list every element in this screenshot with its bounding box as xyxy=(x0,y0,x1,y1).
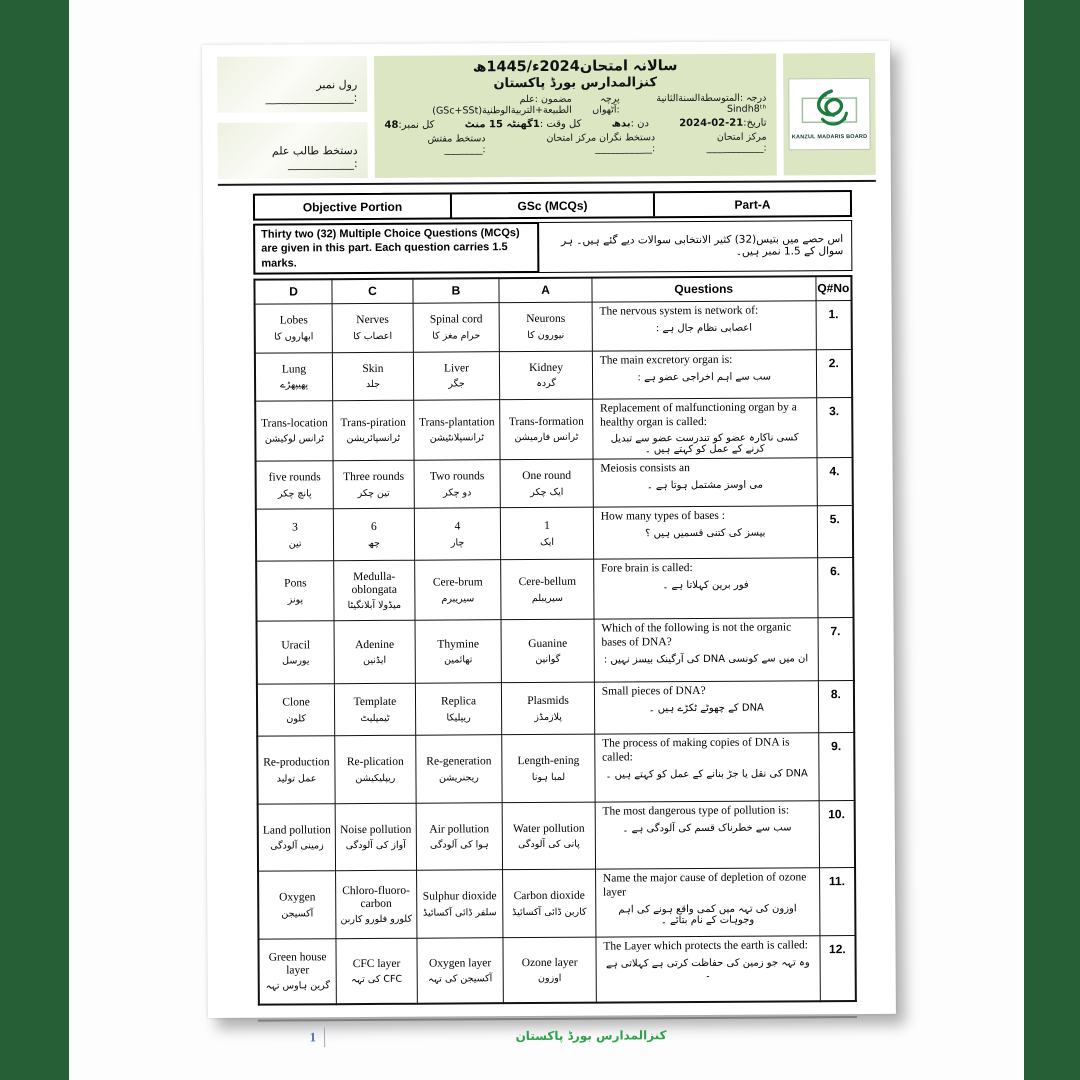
option-urdu: اعصاب کا xyxy=(353,330,393,342)
column-header-a: A xyxy=(499,278,592,303)
question-cell xyxy=(593,458,817,507)
part-bar-objective-portion: Objective Portion xyxy=(255,194,452,218)
option-urdu: گرین ہاوس تہہ xyxy=(265,980,330,993)
question-urdu: اوزون کی تہہ میں کمی واقع ہونے کی اہم وجوہات کے نام بتائے ۔ xyxy=(618,903,797,927)
option-d-cell xyxy=(258,939,336,1004)
option-b-cell xyxy=(414,508,501,561)
option-c-cell xyxy=(333,509,414,561)
option-english: Plasmids xyxy=(527,695,569,708)
option-english: Water pollution xyxy=(512,822,585,835)
option-english: Adenine xyxy=(355,638,395,651)
mcq-row xyxy=(256,458,853,510)
option-urdu: جگر xyxy=(448,378,465,390)
option-b-cell xyxy=(416,870,503,939)
question-number: 10. xyxy=(819,801,855,868)
question-cell xyxy=(595,801,819,869)
option-d-cell xyxy=(256,561,334,621)
option-a-cell xyxy=(503,938,596,1004)
option-english: 4 xyxy=(454,520,461,533)
option-english: Lobes xyxy=(279,314,308,327)
option-urdu: آواز کی آلودگی xyxy=(345,839,406,852)
option-english: Chloro-fluoro-carbon xyxy=(342,884,410,911)
option-urdu: لمبا ہونا xyxy=(531,771,566,783)
question-english: Fore brain is called: xyxy=(600,562,693,576)
instruction-english: Thirty two (32) Multiple Choice Questions (MCQs) are given in this part. Each question carries 1.5 marks. xyxy=(253,222,539,275)
option-urdu: نیورون کا xyxy=(527,329,565,341)
part-bar-part-a: Part-A xyxy=(734,197,771,212)
option-urdu: سیریبرم xyxy=(441,592,475,605)
option-urdu: ریپلیکیشن xyxy=(355,772,396,784)
question-urdu: اعصابی نظام جال ہے : xyxy=(655,322,753,334)
exam-center-blank: مرکز امتحان :____________ xyxy=(706,131,767,154)
question-number: 8. xyxy=(818,681,854,733)
header-divider xyxy=(218,180,876,186)
option-urdu: ریجنریشن xyxy=(439,771,479,784)
option-urdu: ٹرانسپائریشن xyxy=(346,433,401,445)
option-c-cell xyxy=(335,736,416,804)
option-urdu: ایک چکر xyxy=(530,486,564,498)
question-cell xyxy=(593,558,817,619)
option-urdu: پلازمڈز xyxy=(534,711,562,723)
option-english: five rounds xyxy=(268,471,321,484)
subject-label: مضمون :علم الطبیعة+التربیةالوطنیة(GSc+SSt) xyxy=(432,93,572,117)
inspector-signature-blank: دستخط مفتش :________ xyxy=(427,133,486,156)
column-header-d: D xyxy=(254,279,332,304)
option-b-cell xyxy=(413,352,500,401)
option-english: Lung xyxy=(281,363,307,376)
option-a-cell xyxy=(499,302,592,352)
question-english: Replacement of malfunctioning organ by a healthy organ is called: xyxy=(599,401,797,429)
option-urdu: پھیپھڑے xyxy=(280,379,309,391)
question-english: Small pieces of DNA? xyxy=(601,685,706,699)
mcq-row xyxy=(257,733,854,805)
option-d-cell xyxy=(258,804,336,871)
question-cell xyxy=(594,681,818,734)
mcq-row xyxy=(256,558,853,622)
option-urdu: زمینی آلودگی xyxy=(270,840,324,852)
question-urdu: DNA کے چھوٹے ٹکڑے ہیں ۔ xyxy=(648,702,764,715)
option-english: Noise pollution xyxy=(340,823,412,837)
option-urdu: پونز xyxy=(287,593,304,606)
question-cell xyxy=(595,733,819,802)
option-urdu: چھ xyxy=(367,537,380,549)
student-signature-label: دستخط طالب علم :____________ xyxy=(271,144,358,171)
grade-paper-subject-line xyxy=(384,93,766,117)
mcq-row xyxy=(258,936,855,1005)
option-b-cell xyxy=(415,683,502,736)
option-c-cell xyxy=(334,621,415,684)
option-urdu: ہوا کی آلودگی xyxy=(429,839,489,851)
question-number: 11. xyxy=(819,868,855,936)
option-english: Thymine xyxy=(437,638,479,651)
option-d-cell xyxy=(257,684,335,736)
exam-duration: کل وقت :1گھنٹہ 15 منٹ xyxy=(464,118,582,131)
option-english: Uracil xyxy=(281,639,311,652)
option-english: Land pollution xyxy=(262,824,331,837)
option-english: Trans-formation xyxy=(508,415,584,429)
question-number: 9. xyxy=(818,733,854,801)
question-urdu: وہ تہہ جو زمین کی حفاظت کرتی ہے کہلاتی ہے ۔ xyxy=(605,957,810,981)
option-b-cell xyxy=(413,303,500,353)
exam-paper xyxy=(202,41,896,1045)
option-urdu: آکسیجن کی تہہ xyxy=(428,973,493,985)
option-a-cell xyxy=(500,399,593,460)
exam-header-center xyxy=(374,53,777,177)
option-urdu: حرام مغز کا xyxy=(432,329,481,342)
exam-header xyxy=(217,53,876,179)
question-cell xyxy=(592,301,816,351)
paper-label: پرچہ :آٹھواں xyxy=(592,93,620,116)
page-number: 1 xyxy=(258,1028,325,1048)
column-header-qno: Q#No xyxy=(816,276,852,301)
mcq-row xyxy=(255,397,852,461)
question-cell xyxy=(595,868,819,937)
option-c-cell xyxy=(333,400,414,461)
option-english: Re-plication xyxy=(346,756,404,769)
question-english: Which of the following is not the organic bases of DNA? xyxy=(601,621,792,649)
option-urdu: ٹرانس فارمیشن xyxy=(514,432,579,444)
option-english: Two rounds xyxy=(429,470,485,483)
option-english: CFC layer xyxy=(352,957,401,970)
question-number: 5. xyxy=(817,506,853,558)
exam-day: دن :بدھ xyxy=(611,118,649,130)
question-english: The process of making copies of DNA is called: xyxy=(602,736,790,764)
mcq-row xyxy=(257,618,854,685)
option-a-cell xyxy=(502,803,595,871)
question-english: How many types of bases : xyxy=(600,510,725,524)
question-english: The Layer which protects the earth is called: xyxy=(603,939,809,954)
option-b-cell xyxy=(416,803,503,871)
option-english: Guanine xyxy=(528,637,568,650)
option-c-cell xyxy=(334,561,415,621)
option-urdu: دو چکر xyxy=(443,486,472,499)
instruction-urdu: اس حصے میں بتیس(32) کثیر الانتخابی سوالات دیے گئے ہیں۔ ہر سوال کے 1.5 نمبر ہیں۔ xyxy=(539,220,853,273)
question-english: The nervous system is network of: xyxy=(599,304,759,318)
option-b-cell xyxy=(415,735,502,804)
roll-number-box xyxy=(217,56,367,113)
part-bar xyxy=(253,190,852,221)
option-urdu: سلفر ڈائی آکسائیڈ xyxy=(422,906,497,919)
option-d-cell xyxy=(255,353,333,401)
option-english: Trans-piration xyxy=(340,416,406,430)
option-english: Trans-location xyxy=(260,417,328,430)
option-urdu: ابھاروں کا xyxy=(274,330,314,343)
option-english: One round xyxy=(522,470,572,483)
option-english: Replica xyxy=(440,695,477,708)
option-english: Re-production xyxy=(263,756,330,770)
option-a-cell xyxy=(501,508,594,561)
option-d-cell xyxy=(257,621,335,684)
option-urdu: CFC کی تہہ xyxy=(351,973,403,985)
column-header-questions: Questions xyxy=(592,276,816,302)
option-b-cell xyxy=(417,938,504,1004)
question-number: 3. xyxy=(816,397,852,458)
option-english: Ozone layer xyxy=(521,956,578,969)
option-urdu: گوانین xyxy=(535,653,561,666)
option-english: Clone xyxy=(282,696,310,709)
option-urdu: ایڈنین xyxy=(363,654,387,667)
mcq-row xyxy=(255,300,852,353)
option-a-cell xyxy=(501,560,594,621)
footer-board-name: کنزالمدارس بورڈ پاکستان xyxy=(515,1028,667,1044)
option-urdu: سیریبلم xyxy=(531,592,563,604)
question-english: The main excretory organ is: xyxy=(599,353,733,367)
option-english: Re-generation xyxy=(426,755,492,769)
option-english: Neurons xyxy=(526,313,566,326)
option-urdu: پانچ چکر xyxy=(277,487,312,500)
option-urdu: میڈولا آبلانگیٹا xyxy=(347,599,402,612)
question-urdu: ان میں سے کونسی DNA کی آرگینک بیسز نہیں : xyxy=(603,653,809,666)
question-number: 2. xyxy=(816,349,852,397)
option-english: Kidney xyxy=(529,361,563,374)
question-urdu: کسی ناکارہ عضو کو تندرست عضو سے تبدیل کرنے کے عمل کو کہتے ہیں ۔ xyxy=(610,432,799,456)
option-urdu: چار xyxy=(450,537,465,549)
option-urdu: اوزون xyxy=(538,972,562,984)
option-c-cell xyxy=(336,871,417,939)
mcq-table-header-row xyxy=(254,276,851,304)
question-number: 7. xyxy=(818,618,854,681)
board-logo xyxy=(783,53,876,176)
option-d-cell xyxy=(255,304,333,353)
question-number: 6. xyxy=(817,558,853,618)
option-urdu: تین xyxy=(288,537,302,550)
question-cell xyxy=(593,506,817,559)
part-bar-gsc-mcqs: GSc (MCQs) xyxy=(452,193,655,217)
board-logo-calligraphy-icon xyxy=(800,88,858,132)
page-footer xyxy=(258,1022,857,1052)
option-b-cell xyxy=(413,400,500,461)
option-c-cell xyxy=(332,352,413,400)
question-english: Name the major cause of depletion of ozone layer xyxy=(602,871,807,899)
mcq-row xyxy=(255,349,852,401)
option-c-cell xyxy=(335,684,416,736)
option-b-cell xyxy=(415,620,502,684)
option-d-cell xyxy=(258,871,336,939)
question-number: 12. xyxy=(820,936,856,1001)
board-logo-caption: KANZUL MADARIS BOARD xyxy=(791,133,868,141)
question-cell xyxy=(592,398,816,460)
option-urdu: پانی کی آلودگی xyxy=(518,838,580,851)
option-a-cell xyxy=(503,870,596,939)
option-english: Cere-brum xyxy=(432,576,483,589)
question-urdu: می اوسز مشتمل ہوتا ہے ۔ xyxy=(646,479,764,492)
option-english: 1 xyxy=(544,520,550,533)
question-number: 4. xyxy=(817,458,853,506)
option-english: Spinal cord xyxy=(429,313,483,326)
option-urdu: کلون xyxy=(286,712,306,725)
option-d-cell xyxy=(257,736,335,804)
option-a-cell xyxy=(502,683,595,736)
column-header-c: C xyxy=(332,279,413,304)
mcq-table xyxy=(253,275,856,1006)
option-urdu: تین چکر xyxy=(357,487,390,499)
option-urdu: آکسیجن xyxy=(281,907,314,920)
option-urdu: گردہ xyxy=(536,377,556,389)
option-c-cell xyxy=(336,939,417,1004)
option-english: Medulla-oblongata xyxy=(351,570,397,597)
question-cell xyxy=(592,350,816,399)
question-urdu: سب سے خطرناک قسم کی آلودگی ہے ۔ xyxy=(622,822,792,835)
question-urdu: بیسز کی کتنی قسمیں ہیں ؟ xyxy=(645,527,766,540)
option-urdu: تھائمین xyxy=(444,654,473,666)
option-urdu: عمل تولید xyxy=(276,772,317,785)
option-c-cell xyxy=(332,303,413,352)
option-b-cell xyxy=(414,460,501,509)
question-cell xyxy=(596,936,820,1002)
option-d-cell xyxy=(256,509,334,561)
option-english: Cere-bellum xyxy=(518,576,577,589)
supervisor-signature-blank: دستخط نگران مرکز امتحان :____________ xyxy=(546,132,656,155)
mcq-row xyxy=(258,801,855,872)
question-english: Meiosis consists an xyxy=(600,462,690,476)
option-english: Pons xyxy=(284,577,307,590)
option-a-cell xyxy=(500,351,593,400)
mcq-row xyxy=(256,506,853,562)
mcq-row xyxy=(257,681,854,737)
option-urdu: ٹرانس لوکیشن xyxy=(264,433,325,445)
question-english: The most dangerous type of pollution is: xyxy=(602,804,790,819)
option-urdu: کاربن ڈائی آکسائیڈ xyxy=(512,906,587,918)
option-english: Liver xyxy=(443,362,469,375)
option-urdu: ٹیمپلیٹ xyxy=(360,712,390,724)
question-number: 1. xyxy=(816,300,852,349)
exam-title: سالانہ امتحان2024ء/1445ھ xyxy=(472,58,678,76)
option-a-cell xyxy=(501,620,594,684)
board-logo-box xyxy=(788,78,870,150)
option-english: 3 xyxy=(292,521,298,534)
instruction-row xyxy=(253,220,852,275)
option-english: Template xyxy=(353,696,397,709)
option-english: 6 xyxy=(370,521,377,534)
option-a-cell xyxy=(500,460,593,509)
question-urdu: فور برین کہلاتا ہے ۔ xyxy=(662,579,749,592)
option-urdu: ٹرانسپلانٹیشن xyxy=(429,432,485,444)
mcq-row xyxy=(258,868,855,940)
option-english: Length-ening xyxy=(517,755,580,768)
signature-line xyxy=(385,132,767,156)
total-marks: کل نمبر:48 xyxy=(384,119,435,131)
roll-number-label: رول نمبر :________________ xyxy=(265,78,358,105)
student-signature-box xyxy=(217,122,367,179)
option-english: Carbon dioxide xyxy=(513,890,585,903)
option-english: Skin xyxy=(362,362,384,375)
right-green-bar xyxy=(1024,0,1080,1080)
option-urdu: ریپلیکا xyxy=(446,711,471,724)
question-urdu: سب سے اہم اخراجی عضو ہے : xyxy=(637,371,772,384)
option-b-cell xyxy=(414,560,501,621)
column-header-b: B xyxy=(413,278,500,303)
option-a-cell xyxy=(502,735,595,804)
option-urdu: ایک xyxy=(540,536,554,548)
option-english: Three rounds xyxy=(343,471,405,484)
option-urdu: جلد xyxy=(365,378,381,391)
option-urdu: یورسل xyxy=(282,655,310,667)
grade-label: درجہ :المتوسطةالسنةالثانية Sindh8ᵗʰ xyxy=(656,92,767,115)
option-english: Sulphur dioxide xyxy=(422,890,497,904)
option-c-cell xyxy=(333,461,414,509)
question-urdu: DNA کی نقل یا جڑ بنانے کے عمل کو کہتے ہیں ۔ xyxy=(605,768,808,781)
option-d-cell xyxy=(255,401,333,462)
date-day-time-marks-line xyxy=(384,118,766,131)
exam-date: تاریخ:21-02-2024 xyxy=(679,117,767,130)
option-english: Green house layer xyxy=(268,951,327,977)
option-english: Air pollution xyxy=(429,823,490,836)
question-cell xyxy=(594,618,818,682)
option-urdu: کلورو فلورو کاربن xyxy=(340,913,413,926)
option-c-cell xyxy=(335,804,416,871)
left-green-bar xyxy=(0,0,69,1080)
option-english: Trans-plantation xyxy=(418,416,495,429)
option-d-cell xyxy=(256,461,334,509)
option-english: Oxygen xyxy=(279,891,316,904)
option-english: Oxygen layer xyxy=(428,956,492,970)
board-title: کنزالمدارس بورڈ پاکستان xyxy=(493,75,658,92)
option-english: Nerves xyxy=(356,314,389,327)
